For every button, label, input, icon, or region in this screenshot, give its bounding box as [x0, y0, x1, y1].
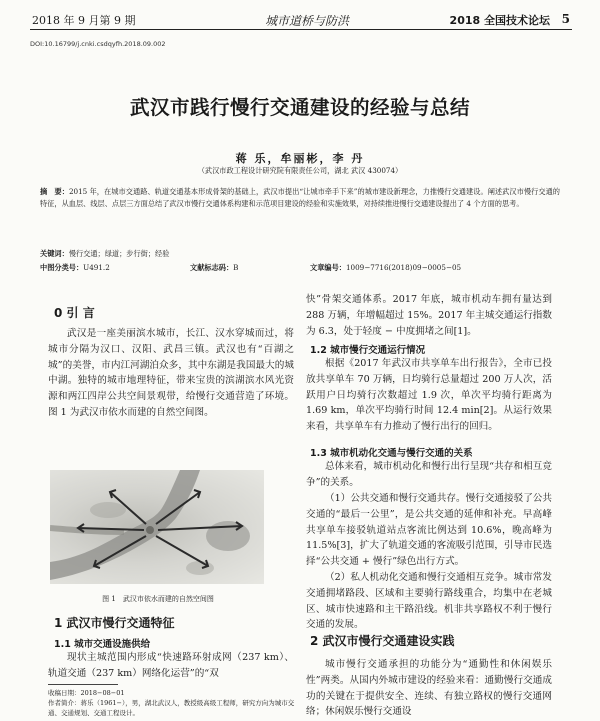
section-2-heading: 2 武汉市慢行交通建设实践	[310, 634, 455, 648]
figure-1-map	[50, 470, 264, 584]
keywords-label: 关键词：	[40, 249, 69, 258]
footnote-rule	[48, 684, 118, 685]
section-1-3-heading: 1.3 城市机动化交通与慢行交通的关系	[310, 448, 473, 459]
intro-paragraph: 武汉是一座美丽滨水城市，长江、汉水穿城而过，将城市分隔为汉口、汉阳、武昌三镇。武汉也有“百湖之城”的美誉，市内江河湖泊众多，其中东湖是我国最大的城中湖。独特的城市地理特征，带来宝贵的滨湖滨水风光资源和两江四岸公共空间景观带，给慢行交通营造了环境。图 1 为武汉市依水而建的自然空间图。	[48, 328, 294, 418]
doc-code	[190, 263, 238, 273]
section-0-heading: 0 引 言	[54, 306, 95, 320]
city-center-marker	[146, 526, 154, 534]
section-2-paragraph: 城市慢行交通承担的功能分为“通勤性和休闲娱乐性”两类。从国内外城市建设的经验来看：通勤慢行交通成功的关键在于提供安全、连续、有独立路权的慢行交通网络；休闲娱乐慢行交通设	[306, 659, 552, 718]
abstract-label: 摘 要：	[40, 187, 69, 196]
section-1-3-paragraph-b: （1）公共交通和慢行交通共存。慢行交通接驳了公共交通的“最后一公里”，是公共交通的延伸和补充。早高峰共享单车接驳轨道站点客流比例达到 10.6%，晚高峰为 11.5%[3]，扩大了轨道交通的客流吸引范围，引导市民选择“公共交通 + 慢行”绿色出行方式。	[306, 493, 552, 568]
continued-paragraph: 快”骨架交通体系。2017 年底，城市机动车拥有量达到 288 万辆，年增幅超过 15%。2017 年主城交通运行指数为 6.3，处于轻度 − 中度拥堵之间[1]。	[306, 294, 552, 337]
abstract-text: 2015 年，在城市交通路、轨道交通基本形成骨架的基础上，武汉市提出“让城市牵手下来”的城市建设新理念，力推慢行交通建设。阐述武汉市慢行交通的特征，从血层、线层、点层三方面总结了武汉市慢行交通体系构建和示范项目建设的经验和实施效果，对持续推进慢行交通建设提出了 4 个方面的思考。	[40, 187, 560, 209]
received-date: 收稿日期：2018−08−01	[48, 689, 125, 697]
clc-value: U491.2	[83, 263, 110, 272]
clc-number	[40, 263, 110, 273]
section-1-2-paragraph: 根据《2017 年武汉市共享单车出行报告》，全市已投放共享单车 70 万辆，日均骑行总量超过 200 万人次，活跃用户日均骑行次数超过 1.9 次，单次平均骑行距离为 1.69 km，单次平均骑行时间 12.4 min[2]。从运行效果来看，共享单车有力推动了慢行出行的回归。	[306, 358, 552, 433]
article-value: 1009−7716(2018)09−0005−05	[345, 263, 462, 272]
footnote	[48, 688, 298, 718]
river-yangtze	[50, 470, 200, 580]
affiliation: （武汉市政工程设计研究院有限责任公司，湖北 武汉 430074）	[197, 166, 403, 175]
author-bio: 作者简介：蒋乐（1961−），男，湖北武汉人，教授级高级工程师，研究方向为城市交通、交通规划、交通工程设计。	[48, 699, 295, 717]
lake-north	[90, 502, 126, 518]
page-number: 5	[561, 12, 570, 26]
keywords	[40, 249, 169, 259]
east-lake	[206, 521, 250, 551]
paper-title: 武汉市践行慢行交通建设的经验与总结	[129, 96, 470, 119]
abstract	[40, 186, 560, 211]
issue-label: 2018 年 9 月第 9 期	[32, 14, 136, 27]
authors: 蒋 乐，牟丽彬，李 丹	[235, 152, 365, 165]
article-number	[310, 263, 461, 273]
section-1-3-paragraph-c: （2）私人机动化交通和慢行交通相互竞争。城市常发交通拥堵路段、区域和主要骑行路线重合，均集中在老城区、城市快速路和主干路沿线。机非共享路权不利于慢行交通的发展。	[306, 572, 552, 631]
figure-1-caption: 图 1 武汉市依水而建的自然空间图	[102, 595, 214, 603]
section-1-2-heading: 1.2 城市慢行交通运行情况	[310, 345, 426, 356]
section-1-3-paragraph-a: 总体来看，城市机动化和慢行出行呈现“共存和相互竞争”的关系。	[306, 461, 552, 488]
keywords-text: 慢行交通；绿道；步行街；经验	[68, 249, 170, 258]
doc-value: B	[233, 263, 239, 272]
forum-label: 2018 全国技术论坛	[449, 14, 550, 27]
journal-name: 城市道桥与防洪	[265, 14, 350, 28]
section-1-heading: 1 武汉市慢行交通特征	[54, 616, 175, 630]
lake-south	[186, 561, 214, 575]
section-1-1-paragraph: 现状主城范围内形成“快速路环射成网（237 km）、轨道交通（237 km）网络化运营”的“双	[48, 652, 294, 679]
doc-label: 文献标志码：	[190, 263, 234, 272]
section-1-1-heading: 1.1 城市交通设施供给	[54, 639, 151, 650]
article-label: 文章编号：	[310, 263, 346, 272]
clc-label: 中图分类号：	[40, 263, 84, 272]
running-header	[30, 6, 572, 30]
map-illustration	[50, 470, 264, 584]
doi: DOI:10.16799/j.cnki.csdqyfh.2018.09.002	[30, 40, 166, 48]
